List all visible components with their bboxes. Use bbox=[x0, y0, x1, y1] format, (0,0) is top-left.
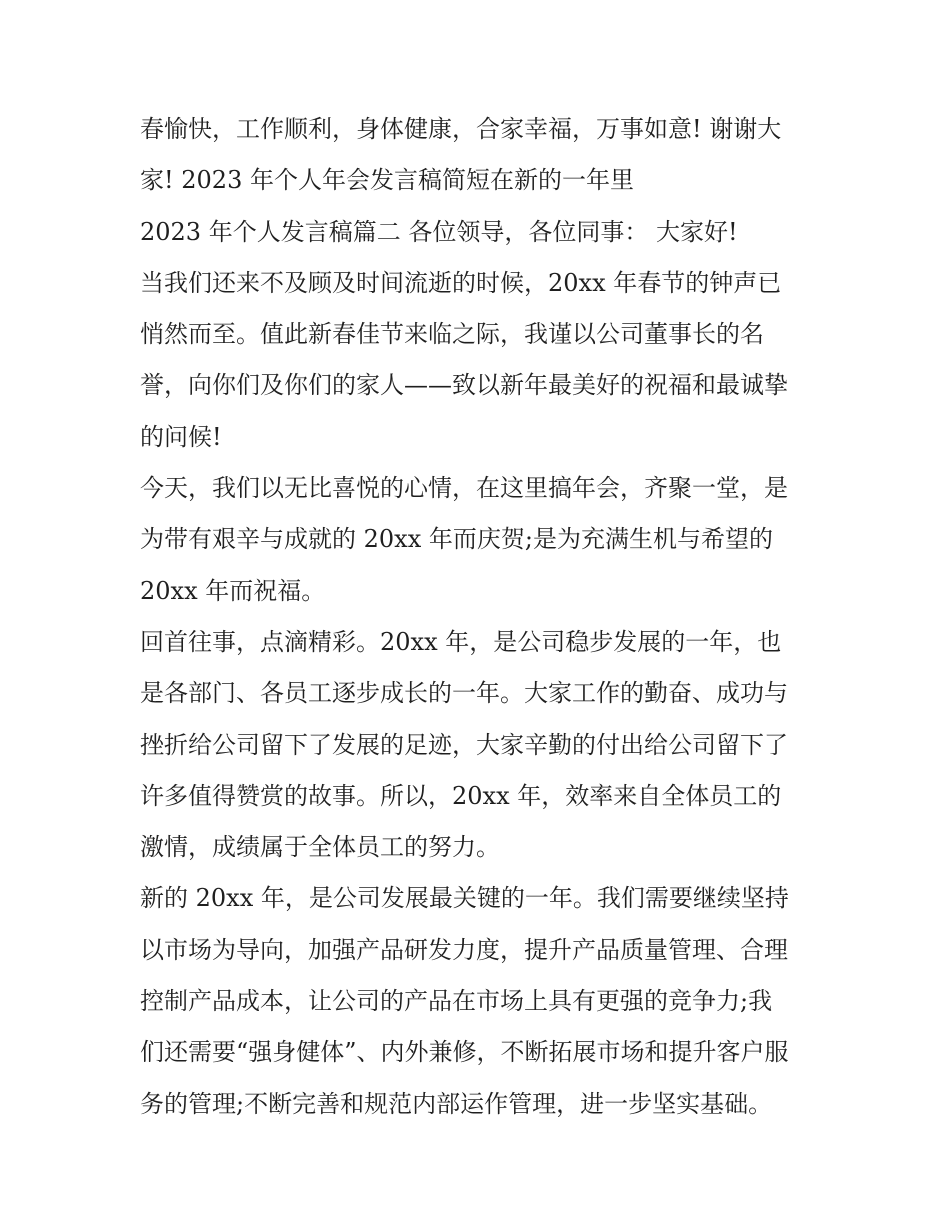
text-line: 务的管理;不断完善和规范内部运作管理，进一步坚实基础。 bbox=[140, 1089, 773, 1118]
text-line: 今天，我们以无比喜悦的心情，在这里搞年会，齐聚一堂，是 bbox=[140, 474, 788, 503]
text-line: 控制产品成本，让公司的产品在市场上具有更强的竞争力;我 bbox=[140, 987, 773, 1016]
text-line: 家! 2023 年个人年会发言稿简短在新的一年里 bbox=[140, 166, 634, 195]
text-line: 是各部门、各员工逐步成长的一年。大家工作的勤奋、成功与 bbox=[140, 679, 788, 708]
text-line: 2023 年个人发言稿篇二 各位领导，各位同事： 大家好! bbox=[140, 217, 738, 246]
text-line: 为带有艰辛与成就的 20xx 年而庆贺;是为充满生机与希望的 bbox=[140, 525, 773, 554]
text-line: 回首往事，点滴精彩。20xx 年，是公司稳步发展的一年，也 bbox=[140, 627, 782, 656]
text-line: 悄然而至。值此新春佳节来临之际，我谨以公司董事长的名 bbox=[140, 320, 764, 349]
text-line: 以市场为导向，加强产品研发力度，提升产品质量管理、合理 bbox=[140, 935, 788, 964]
text-line: 当我们还来不及顾及时间流逝的时候，20xx 年春节的钟声已 bbox=[140, 268, 782, 297]
text-line: 的问候! bbox=[140, 422, 222, 451]
body-text bbox=[140, 104, 830, 1130]
text-line: 春愉快，工作顺利，身体健康，合家幸福，万事如意! 谢谢大 bbox=[140, 115, 782, 143]
text-line: 激情，成绩属于全体员工的努力。 bbox=[140, 833, 500, 862]
text-line: 誉，向你们及你们的家人——致以新年最美好的祝福和最诚挚 bbox=[140, 371, 788, 400]
text-line: 们还需要“强身健体”、内外兼修，不断拓展市场和提升客户服 bbox=[140, 1038, 789, 1067]
text-line: 新的 20xx 年，是公司发展最关键的一年。我们需要继续坚持 bbox=[140, 884, 789, 913]
text-line: 20xx 年而祝福。 bbox=[140, 576, 326, 605]
text-line: 挫折给公司留下了发展的足迹，大家辛勤的付出给公司留下了 bbox=[140, 730, 788, 759]
text-line: 许多值得赞赏的故事。所以，20xx 年，效率来自全体员工的 bbox=[140, 781, 782, 810]
